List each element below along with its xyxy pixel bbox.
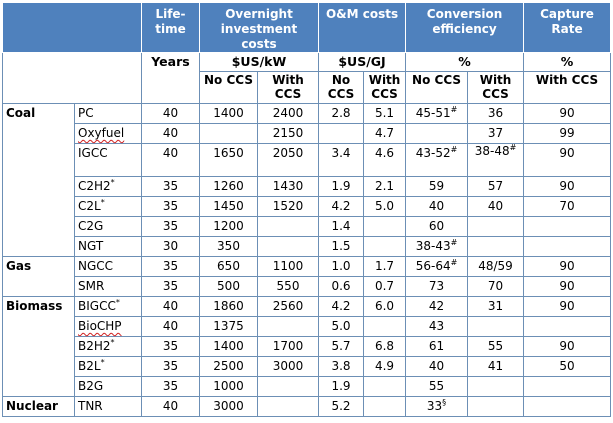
group-label: Nuclear <box>3 397 75 417</box>
tech-cell <box>75 177 142 197</box>
capture-rate-cell <box>524 144 611 177</box>
capture-rate-cell <box>524 217 611 237</box>
investment-no-ccs-cell-value: 650 <box>217 259 240 273</box>
efficiency-with-ccs-cell <box>468 397 524 417</box>
capture-rate-cell <box>524 257 611 277</box>
investment-no-ccs-cell-value: 1400 <box>213 339 244 353</box>
investment-no-ccs-cell <box>200 297 258 317</box>
efficiency-no-ccs-cell <box>406 297 468 317</box>
om-with-ccs-cell-value: 6.8 <box>374 339 395 353</box>
om-with-ccs-cell-value: 4.6 <box>374 146 395 160</box>
efficiency-no-ccs-cell <box>406 397 468 417</box>
capture-rate-cell-value: 90 <box>559 279 575 293</box>
om-no-ccs-cell <box>319 177 364 197</box>
capture-rate-cell-value: 90 <box>559 299 575 313</box>
efficiency-no-ccs-cell <box>406 317 468 337</box>
footnote-mark: # <box>450 258 458 267</box>
om-no-ccs-cell-value: 5.0 <box>331 319 351 333</box>
tech-name: C2L <box>78 199 101 213</box>
lifetime-cell-value: 40 <box>162 126 179 140</box>
tech-name: BIGCC <box>78 299 116 313</box>
footnote-mark: # <box>450 105 458 114</box>
investment-with-ccs-cell <box>258 217 319 237</box>
investment-no-ccs-cell <box>200 397 258 417</box>
unit-om: $US/GJ <box>319 53 406 72</box>
om-no-ccs-cell <box>319 357 364 377</box>
investment-no-ccs-cell-value: 2500 <box>213 359 244 373</box>
om-with-ccs-cell <box>364 337 406 357</box>
capture-rate-cell <box>524 277 611 297</box>
om-no-ccs-cell <box>319 197 364 217</box>
om-no-ccs-cell-value: 1.0 <box>331 259 351 273</box>
table-row <box>3 124 611 144</box>
efficiency-no-ccs-cell <box>406 144 468 177</box>
om-no-ccs-cell <box>319 297 364 317</box>
tech-name: B2G <box>78 379 104 393</box>
tech-name: B2L <box>78 359 101 373</box>
lifetime-cell-value: 35 <box>162 339 179 353</box>
table-row <box>3 197 611 217</box>
tech-name: IGCC <box>78 146 108 160</box>
om-with-ccs-cell-value: 1.7 <box>374 259 395 273</box>
tech-cell <box>75 317 142 337</box>
efficiency-with-ccs-cell-value: 40 <box>487 199 504 213</box>
efficiency-with-ccs-cell <box>468 337 524 357</box>
efficiency-with-ccs-cell-value: 36 <box>487 106 504 120</box>
om-with-ccs-cell <box>364 277 406 297</box>
investment-with-ccs-cell <box>258 337 319 357</box>
lifetime-cell <box>142 124 200 144</box>
om-no-ccs-cell-value: 0.6 <box>331 279 351 293</box>
om-with-ccs-cell <box>364 297 406 317</box>
tech-name: TNR <box>78 399 103 413</box>
efficiency-no-ccs-cell <box>406 377 468 397</box>
tech-cell <box>75 197 142 217</box>
lifetime-cell-value: 35 <box>162 219 179 233</box>
capture-rate-cell-value: 90 <box>559 179 575 193</box>
header-lifetime: Life-time <box>142 3 200 53</box>
unit-investment: $US/kW <box>200 53 319 72</box>
capture-rate-cell <box>524 124 611 144</box>
header-efficiency: Conversion efficiency <box>406 3 524 53</box>
efficiency-no-ccs-cell <box>406 257 468 277</box>
efficiency-no-ccs-cell-value: 45-51 <box>415 106 451 120</box>
efficiency-with-ccs-cell-value: 37 <box>487 126 504 140</box>
efficiency-no-ccs-cell-value: 73 <box>428 279 445 293</box>
om-no-ccs-cell-value: 4.2 <box>331 299 351 313</box>
om-no-ccs-cell-value: 3.8 <box>331 359 351 373</box>
om-no-ccs-cell-value: 1.5 <box>331 239 351 253</box>
technology-cost-table <box>2 2 611 417</box>
om-no-ccs-cell <box>319 237 364 257</box>
tech-cell <box>75 357 142 377</box>
investment-with-ccs-cell <box>258 277 319 297</box>
efficiency-with-ccs-cell <box>468 104 524 124</box>
tech-footnote-mark: * <box>110 338 115 347</box>
om-with-ccs-cell <box>364 237 406 257</box>
investment-no-ccs-cell-value: 1860 <box>213 299 244 313</box>
efficiency-no-ccs-cell <box>406 237 468 257</box>
om-with-ccs-cell <box>364 217 406 237</box>
capture-rate-cell-value: 50 <box>559 359 575 373</box>
efficiency-with-ccs-cell-value: 41 <box>487 359 504 373</box>
efficiency-no-ccs-cell <box>406 197 468 217</box>
lifetime-cell <box>142 257 200 277</box>
investment-with-ccs-cell <box>258 197 319 217</box>
om-with-ccs-cell-value: 5.1 <box>374 106 395 120</box>
investment-with-ccs-cell-value: 2400 <box>272 106 304 120</box>
header-blank <box>3 3 142 53</box>
tech-footnote-mark: * <box>115 298 120 307</box>
investment-with-ccs-cell-value: 2150 <box>272 126 304 140</box>
tech-name: C2H2 <box>78 179 111 193</box>
tech-cell <box>75 277 142 297</box>
efficiency-with-ccs-cell <box>468 257 524 277</box>
om-with-ccs-cell-value: 4.9 <box>374 359 395 373</box>
lifetime-cell <box>142 337 200 357</box>
investment-no-ccs-cell-value: 1400 <box>213 106 244 120</box>
investment-no-ccs-cell <box>200 197 258 217</box>
sub-inv-no-ccs: No CCS <box>200 72 258 104</box>
lifetime-cell-value: 35 <box>162 279 179 293</box>
efficiency-with-ccs-cell-value: 48/59 <box>478 259 513 273</box>
capture-rate-cell <box>524 397 611 417</box>
om-no-ccs-cell-value: 2.8 <box>331 106 351 120</box>
efficiency-with-ccs-cell-value: 57 <box>487 179 504 193</box>
om-with-ccs-cell <box>364 377 406 397</box>
investment-with-ccs-cell <box>258 104 319 124</box>
tech-name: SMR <box>78 279 105 293</box>
investment-with-ccs-cell-value: 1430 <box>272 179 304 193</box>
om-no-ccs-cell <box>319 277 364 297</box>
lifetime-cell-value: 40 <box>162 399 179 413</box>
table-row <box>3 297 611 317</box>
efficiency-no-ccs-cell-value: 43-52 <box>415 146 451 160</box>
efficiency-no-ccs-cell-value: 43 <box>428 319 445 333</box>
capture-rate-cell-value: 90 <box>559 146 575 160</box>
efficiency-with-ccs-cell <box>468 317 524 337</box>
om-no-ccs-cell <box>319 257 364 277</box>
capture-rate-cell <box>524 197 611 217</box>
om-with-ccs-cell <box>364 197 406 217</box>
tech-cell <box>75 104 142 124</box>
sub-inv-with-ccs: With CCS <box>258 72 319 104</box>
investment-with-ccs-cell-value: 3000 <box>272 359 304 373</box>
investment-no-ccs-cell <box>200 144 258 177</box>
tech-name: B2H2 <box>78 339 111 353</box>
efficiency-with-ccs-cell <box>468 144 524 177</box>
om-no-ccs-cell <box>319 104 364 124</box>
om-with-ccs-cell <box>364 317 406 337</box>
om-no-ccs-cell-value: 1.9 <box>331 179 351 193</box>
efficiency-no-ccs-cell-value: 38-43 <box>415 239 451 253</box>
lifetime-cell <box>142 237 200 257</box>
efficiency-no-ccs-cell-value: 55 <box>428 379 445 393</box>
lifetime-cell-value: 35 <box>162 359 179 373</box>
efficiency-no-ccs-cell-value: 61 <box>428 339 445 353</box>
table-row <box>3 277 611 297</box>
table-row <box>3 237 611 257</box>
investment-no-ccs-cell <box>200 257 258 277</box>
table-row <box>3 317 611 337</box>
efficiency-no-ccs-cell <box>406 177 468 197</box>
investment-no-ccs-cell-value: 1650 <box>213 146 244 160</box>
om-with-ccs-cell-value: 0.7 <box>374 279 395 293</box>
group-label: Gas <box>3 257 75 297</box>
om-with-ccs-cell <box>364 397 406 417</box>
efficiency-with-ccs-cell <box>468 197 524 217</box>
om-with-ccs-cell-value: 2.1 <box>374 179 395 193</box>
lifetime-cell-value: 35 <box>162 259 179 273</box>
efficiency-no-ccs-cell-value: 56-64 <box>415 259 451 273</box>
om-no-ccs-cell-value: 5.7 <box>331 339 351 353</box>
om-with-ccs-cell <box>364 257 406 277</box>
efficiency-no-ccs-cell-value: 40 <box>428 359 445 373</box>
om-no-ccs-cell <box>319 124 364 144</box>
efficiency-no-ccs-cell <box>406 217 468 237</box>
investment-no-ccs-cell-value: 1000 <box>213 379 244 393</box>
tech-cell <box>75 337 142 357</box>
investment-with-ccs-cell <box>258 317 319 337</box>
lifetime-cell-value: 40 <box>162 106 179 120</box>
unit-efficiency: % <box>406 53 524 72</box>
tech-cell <box>75 297 142 317</box>
lifetime-cell <box>142 144 200 177</box>
om-with-ccs-cell <box>364 177 406 197</box>
sub-capture-with-ccs: With CCS <box>524 72 611 104</box>
om-with-ccs-cell-value: 5.0 <box>374 199 395 213</box>
efficiency-no-ccs-cell <box>406 357 468 377</box>
capture-rate-cell <box>524 317 611 337</box>
tech-cell <box>75 217 142 237</box>
efficiency-with-ccs-cell <box>468 177 524 197</box>
investment-no-ccs-cell <box>200 337 258 357</box>
om-no-ccs-cell-value: 1.4 <box>331 219 351 233</box>
investment-no-ccs-cell <box>200 217 258 237</box>
lifetime-cell-value: 40 <box>162 319 179 333</box>
capture-rate-cell <box>524 237 611 257</box>
investment-no-ccs-cell-value: 1260 <box>213 179 244 193</box>
investment-with-ccs-cell <box>258 257 319 277</box>
efficiency-with-ccs-cell <box>468 377 524 397</box>
efficiency-with-ccs-cell <box>468 357 524 377</box>
om-with-ccs-cell <box>364 124 406 144</box>
table-row <box>3 217 611 237</box>
capture-rate-cell-value: 70 <box>559 199 575 213</box>
om-with-ccs-cell <box>364 357 406 377</box>
footnote-mark: § <box>442 398 447 407</box>
table-row <box>3 397 611 417</box>
tech-name: PC <box>78 106 94 120</box>
efficiency-with-ccs-cell <box>468 277 524 297</box>
efficiency-with-ccs-cell-value: 55 <box>487 339 504 353</box>
investment-with-ccs-cell <box>258 397 319 417</box>
header-capture: Capture Rate <box>524 3 611 53</box>
investment-no-ccs-cell <box>200 317 258 337</box>
lifetime-cell <box>142 277 200 297</box>
investment-no-ccs-cell <box>200 104 258 124</box>
investment-with-ccs-cell <box>258 144 319 177</box>
capture-rate-cell <box>524 377 611 397</box>
investment-no-ccs-cell <box>200 177 258 197</box>
investment-no-ccs-cell-value: 3000 <box>213 399 244 413</box>
tech-cell <box>75 397 142 417</box>
footnote-mark: # <box>450 238 458 247</box>
tech-name: NGT <box>78 239 104 253</box>
tech-footnote-mark: * <box>100 358 105 367</box>
lifetime-cell-value: 35 <box>162 199 179 213</box>
investment-with-ccs-cell-value: 2050 <box>272 146 304 160</box>
investment-with-ccs-cell-value: 2560 <box>272 299 304 313</box>
lifetime-cell-value: 30 <box>162 239 179 253</box>
investment-with-ccs-cell-value: 1520 <box>272 199 304 213</box>
lifetime-cell-value: 35 <box>162 379 179 393</box>
table-row <box>3 257 611 277</box>
om-with-ccs-cell-value: 6.0 <box>374 299 395 313</box>
sub-eff-no-ccs: No CCS <box>406 72 468 104</box>
investment-with-ccs-cell-value: 1700 <box>272 339 304 353</box>
capture-rate-cell <box>524 357 611 377</box>
lifetime-cell <box>142 197 200 217</box>
table-row <box>3 337 611 357</box>
tech-name: NGCC <box>78 259 114 273</box>
efficiency-no-ccs-cell <box>406 337 468 357</box>
om-no-ccs-cell <box>319 217 364 237</box>
investment-with-ccs-cell-value: 550 <box>276 279 300 293</box>
table-row <box>3 377 611 397</box>
sub-eff-with-ccs: With CCS <box>468 72 524 104</box>
investment-no-ccs-cell-value: 1200 <box>213 219 244 233</box>
tech-name: C2G <box>78 219 104 233</box>
om-no-ccs-cell <box>319 377 364 397</box>
efficiency-with-ccs-cell <box>468 124 524 144</box>
footnote-mark: # <box>509 143 517 152</box>
header-investment: Overnight investment costs <box>200 3 319 53</box>
efficiency-with-ccs-cell-value: 70 <box>487 279 504 293</box>
lifetime-cell <box>142 317 200 337</box>
tech-cell <box>75 144 142 177</box>
sub-om-with-ccs: With CCS <box>364 72 406 104</box>
efficiency-no-ccs-cell-value: 59 <box>428 179 445 193</box>
investment-with-ccs-cell <box>258 237 319 257</box>
lifetime-cell <box>142 297 200 317</box>
lifetime-cell <box>142 357 200 377</box>
capture-rate-cell <box>524 177 611 197</box>
om-no-ccs-cell <box>319 144 364 177</box>
om-no-ccs-cell-value: 1.9 <box>331 379 351 393</box>
lifetime-cell-value: 40 <box>162 146 179 160</box>
tech-footnote-mark: * <box>100 198 105 207</box>
investment-no-ccs-cell <box>200 237 258 257</box>
efficiency-with-ccs-cell-value: 31 <box>487 299 504 313</box>
tech-name: Oxyfuel <box>78 126 125 140</box>
investment-with-ccs-cell <box>258 297 319 317</box>
tech-cell <box>75 377 142 397</box>
om-no-ccs-cell <box>319 337 364 357</box>
om-no-ccs-cell <box>319 397 364 417</box>
footnote-mark: # <box>450 145 458 154</box>
efficiency-no-ccs-cell-value: 42 <box>428 299 445 313</box>
om-no-ccs-cell <box>319 317 364 337</box>
lifetime-cell-value: 35 <box>162 179 179 193</box>
efficiency-no-ccs-cell-value: 60 <box>428 219 445 233</box>
investment-no-ccs-cell <box>200 124 258 144</box>
capture-rate-cell-value: 90 <box>559 106 575 120</box>
efficiency-with-ccs-cell <box>468 237 524 257</box>
capture-rate-cell <box>524 337 611 357</box>
investment-with-ccs-cell <box>258 357 319 377</box>
tech-cell <box>75 257 142 277</box>
om-with-ccs-cell-value: 4.7 <box>374 126 395 140</box>
investment-no-ccs-cell-value: 1450 <box>213 199 244 213</box>
table-row <box>3 177 611 197</box>
capture-rate-cell-value: 90 <box>559 259 575 273</box>
table-row <box>3 357 611 377</box>
investment-with-ccs-cell <box>258 377 319 397</box>
table-row <box>3 104 611 124</box>
investment-no-ccs-cell <box>200 277 258 297</box>
unit-capture: % <box>524 53 611 72</box>
capture-rate-cell-value: 99 <box>559 126 575 140</box>
efficiency-with-ccs-cell <box>468 217 524 237</box>
investment-no-ccs-cell <box>200 357 258 377</box>
investment-with-ccs-cell <box>258 177 319 197</box>
efficiency-with-ccs-cell <box>468 297 524 317</box>
lifetime-cell <box>142 177 200 197</box>
efficiency-no-ccs-cell <box>406 104 468 124</box>
efficiency-no-ccs-cell-value: 33 <box>426 399 443 413</box>
investment-no-ccs-cell-value: 350 <box>217 239 240 253</box>
tech-footnote-mark: * <box>110 178 115 187</box>
capture-rate-cell-value: 90 <box>559 339 575 353</box>
lifetime-cell <box>142 397 200 417</box>
capture-rate-cell <box>524 297 611 317</box>
om-no-ccs-cell-value: 3.4 <box>331 146 351 160</box>
investment-no-ccs-cell-value: 1375 <box>213 319 244 333</box>
table-row <box>3 144 611 177</box>
om-with-ccs-cell <box>364 104 406 124</box>
om-no-ccs-cell-value: 4.2 <box>331 199 351 213</box>
tech-cell <box>75 124 142 144</box>
investment-no-ccs-cell <box>200 377 258 397</box>
group-label: Biomass <box>3 297 75 397</box>
capture-rate-cell <box>524 104 611 124</box>
om-with-ccs-cell <box>364 144 406 177</box>
efficiency-no-ccs-cell <box>406 124 468 144</box>
efficiency-no-ccs-cell-value: 40 <box>428 199 445 213</box>
investment-no-ccs-cell-value: 500 <box>217 279 240 293</box>
unit-blank <box>3 53 142 104</box>
efficiency-with-ccs-cell-value: 38-48 <box>474 144 510 158</box>
lifetime-cell <box>142 377 200 397</box>
om-no-ccs-cell-value: 5.2 <box>331 399 351 413</box>
tech-cell <box>75 237 142 257</box>
header-om: O&M costs <box>319 3 406 53</box>
investment-with-ccs-cell <box>258 124 319 144</box>
efficiency-no-ccs-cell <box>406 277 468 297</box>
lifetime-cell <box>142 104 200 124</box>
sub-om-no-ccs: No CCS <box>319 72 364 104</box>
lifetime-cell <box>142 217 200 237</box>
unit-lifetime: Years <box>142 53 200 104</box>
tech-name: BioCHP <box>78 319 122 333</box>
group-label: Coal <box>3 104 75 257</box>
investment-with-ccs-cell-value: 1100 <box>272 259 304 273</box>
lifetime-cell-value: 40 <box>162 299 179 313</box>
